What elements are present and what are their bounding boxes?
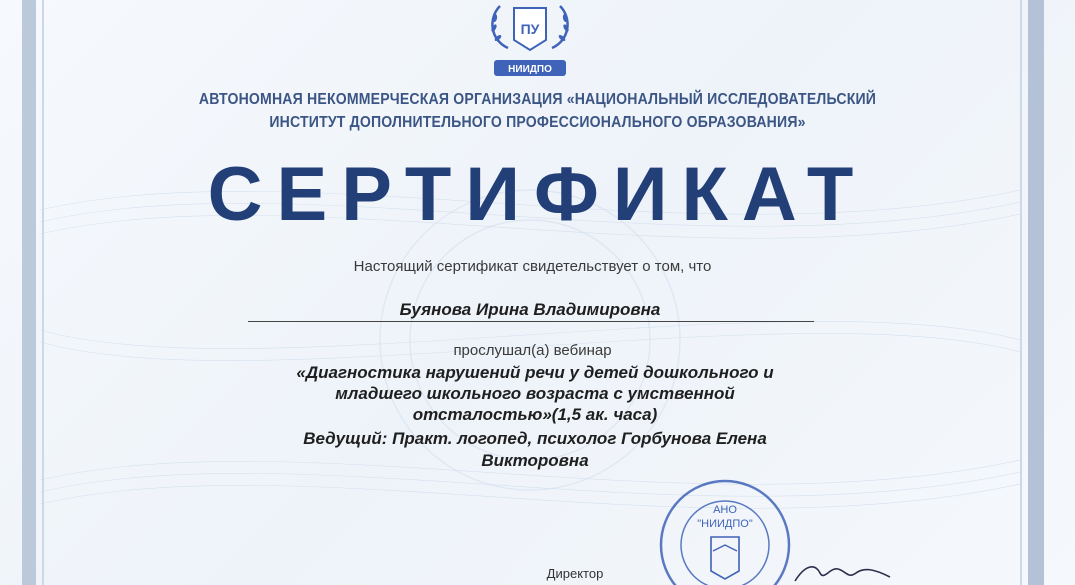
right-border (1028, 0, 1044, 585)
course-line-2: младшего школьного возраста с умственной (335, 384, 735, 403)
logo-text: НИИДПО (508, 64, 552, 75)
organization-line-1: АВТОНОМНАЯ НЕКОММЕРЧЕСКАЯ ОРГАНИЗАЦИЯ «НАЦИОНАЛЬНЫЙ ИССЛЕДОВАТЕЛЬСКИЙ (198, 91, 877, 108)
director-label: Директор (546, 566, 604, 581)
institute-logo (470, 0, 590, 82)
left-border-line (42, 0, 44, 585)
host-line-1: Ведущий: Практ. логопед, психолог Горбунова Елена (303, 429, 767, 448)
organization-line-2: ИНСТИТУТ ДОПОЛНИТЕЛЬНОГО ПРОФЕССИОНАЛЬНОГО ОБРАЗОВАНИЯ» (269, 114, 806, 131)
host-info (270, 428, 800, 472)
course-title (270, 362, 800, 425)
organization-name (197, 88, 879, 134)
host-line-2: Викторовна (481, 451, 589, 470)
name-underline (248, 321, 814, 322)
official-stamp (655, 475, 795, 585)
course-line-1: «Диагностика нарушений речи у детей дошкольного и (296, 363, 774, 382)
director-signature (790, 555, 900, 585)
left-border (22, 0, 36, 585)
course-line-3: отсталостью»(1,5 ак. часа) (412, 405, 658, 424)
certificate-title: СЕРТИФИКАТ (207, 152, 868, 237)
attended-text: прослушал(а) вебинар (453, 342, 612, 359)
right-border-line (1020, 0, 1022, 585)
recipient-name: Буянова Ирина Владимировна (399, 300, 661, 319)
intro-text: Настоящий сертификат свидетельствует о том, что (353, 258, 712, 275)
stamp-top-text: АНО (713, 504, 737, 516)
stamp-name: "НИИДПО" (697, 518, 753, 530)
logo-monogram: ПУ (520, 21, 540, 37)
